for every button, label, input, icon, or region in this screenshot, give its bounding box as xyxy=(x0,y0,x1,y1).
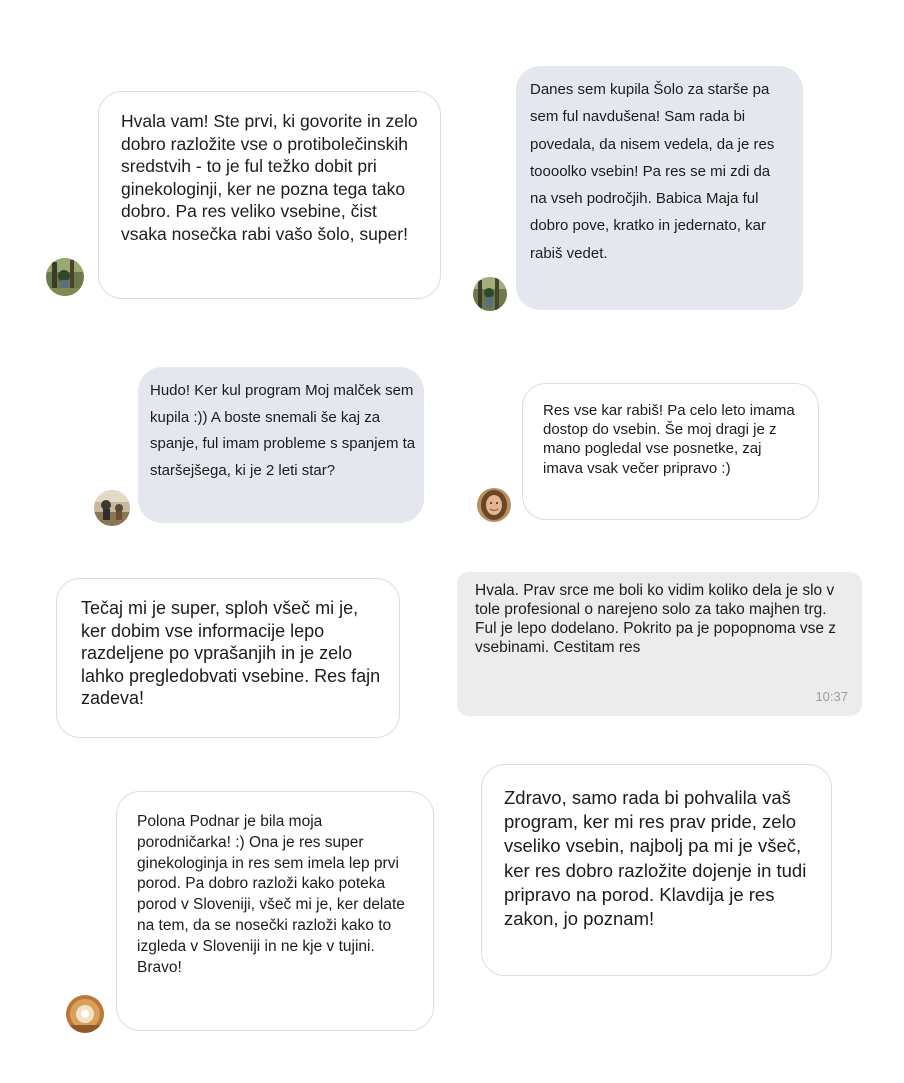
review-text-6: Hvala. Prav srce me boli ko vidim koliko dela je slo v tole profesional o narejeno solo za tako majhen trg. Ful je lepo dodelano. Pokrito pa je popopnoma vse z vsebinami. Cestitam res xyxy=(475,582,837,656)
review-bubble-1 xyxy=(98,91,441,299)
woman-portrait-avatar xyxy=(477,488,511,522)
review-bubble-7 xyxy=(116,791,434,1031)
review-text-7: Polona Podnar je bila moja porodničarka! :) Ona je res super ginekologinja in res sem imela lep prvi porod. Pa dobro razloži kako poteka porod v Sloveniji, všeč mi je, ker delate na tem, da se nosečki razloži kako to izgleda v Sloveniji in ne kje v tujini. Bravo! xyxy=(137,813,405,976)
review-bubble-3 xyxy=(138,367,424,523)
message-timestamp: 10:37 xyxy=(815,689,848,704)
review-text-3: Hudo! Ker kul program Moj malček sem kupila :)) A boste snemali še kaj za spanje, ful imam probleme s spanjem ta staršejšega, ki je 2 leti star? xyxy=(150,382,416,479)
review-text-1: Hvala vam! Ste prvi, ki govorite in zelo dobro razložite vse o protibolečinskih sredstvih - to je ful težko dobit pri ginekologinji, ker ne pozna tega tako dobro. Pa res veliko vsebine, čist vsaka nosečka rabi vašo šolo, super! xyxy=(121,111,418,244)
forest-photo-avatar xyxy=(46,258,84,296)
review-text-2: Danes sem kupila Šolo za starše pa sem ful navdušena! Sam rada bi povedala, da nisem vedela, da je res toooolko vsebin! Pa res se mi zdi da na vseh področjih. Babica Maja ful dobro pove, kratko in jedernato, kar rabiš vedet. xyxy=(530,81,775,262)
review-text-4: Res vse kar rabiš! Pa celo leto imama dostop do vsebin. Še moj dragi je z mano pogledal vse posnetke, zaj imava vsak večer pripravo :) xyxy=(543,402,795,477)
review-bubble-5 xyxy=(56,578,400,738)
golden-photo-avatar xyxy=(66,995,104,1033)
review-bubble-4 xyxy=(522,383,819,520)
outdoor-photo-avatar xyxy=(94,490,130,526)
review-text-5: Tečaj mi je super, sploh všeč mi je, ker dobim vse informacije lepo razdeljene po vprašanjih in je zelo lahko pregledobvati vsebine. Res fajn zadeva! xyxy=(81,598,381,708)
review-bubble-2 xyxy=(516,66,803,310)
review-bubble-8 xyxy=(481,764,832,976)
review-bubble-6 xyxy=(457,572,862,716)
forest-photo-avatar-2 xyxy=(473,277,507,311)
review-text-8: Zdravo, samo rada bi pohvalila vaš program, ker mi res prav pride, zelo vseliko vsebin, najbolj pa mi je všeč, ker res dobro razložite dojenje in tudi pripravo na porod. Klavdija je res zakon, jo poznam! xyxy=(504,787,807,930)
